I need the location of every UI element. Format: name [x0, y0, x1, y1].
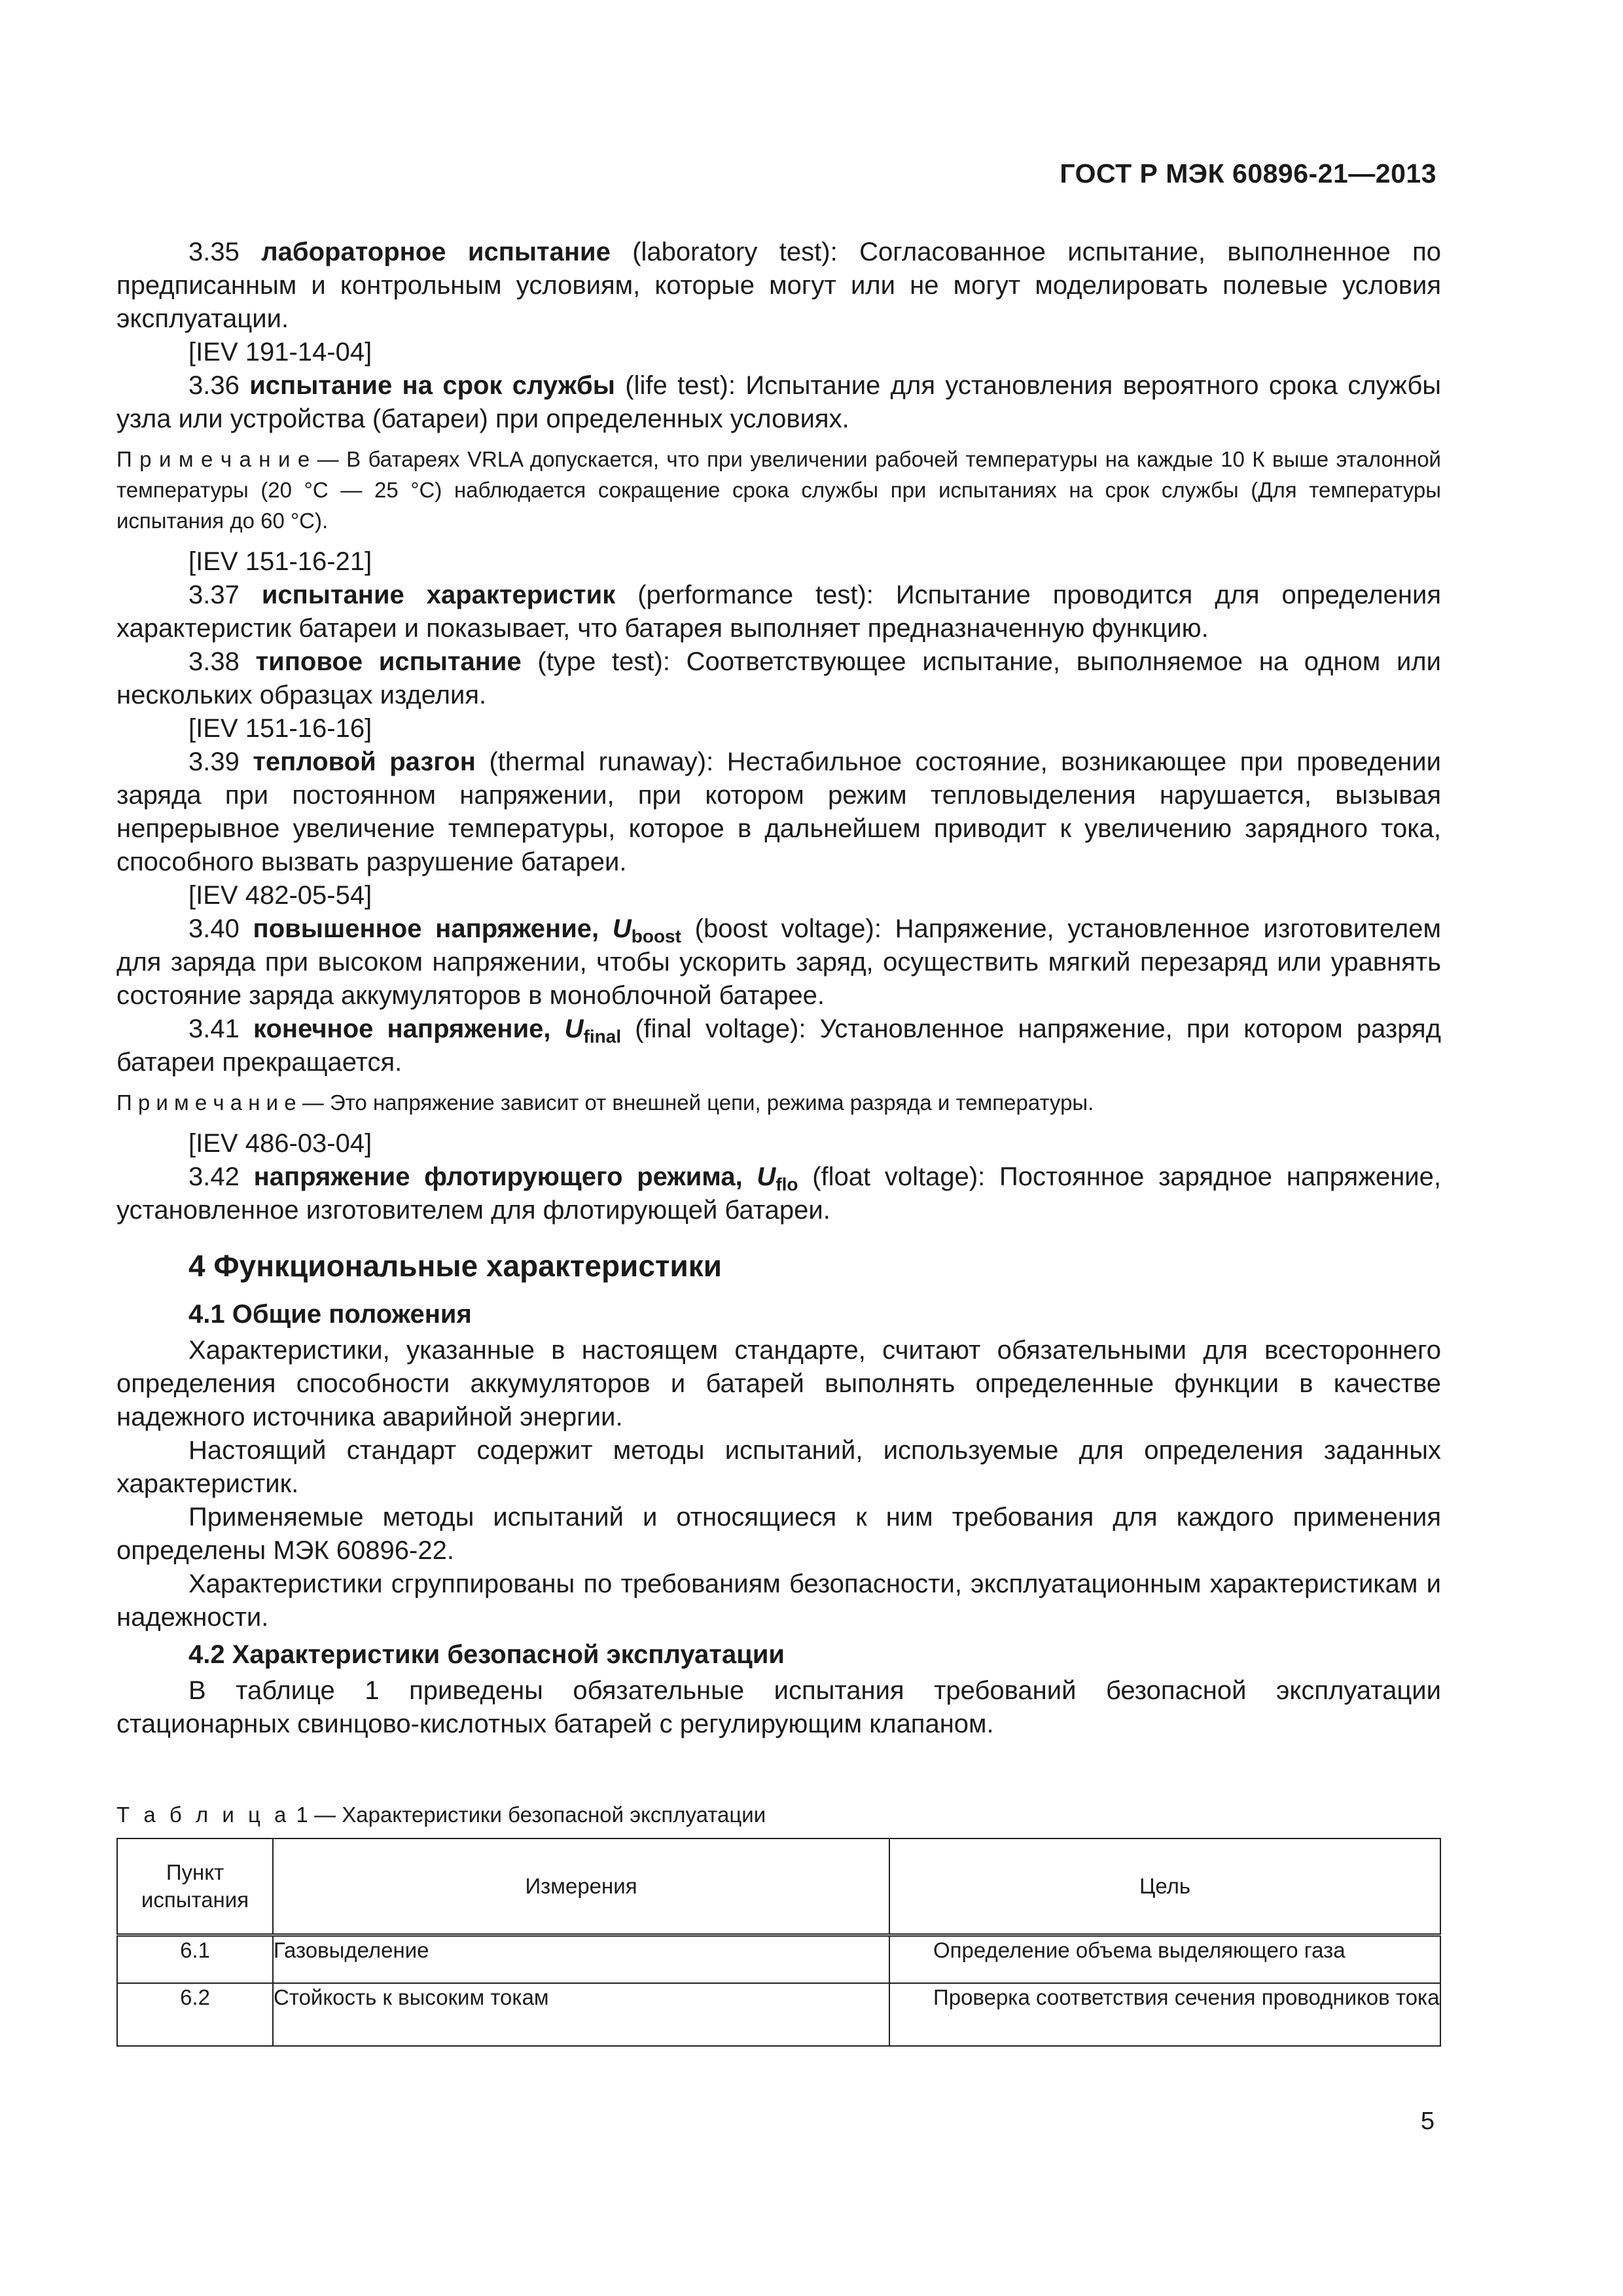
page-number: 5: [1420, 2108, 1435, 2135]
table-cell: Определение объема выделяющего газа: [889, 1935, 1440, 1984]
table-header-cell: Пункт испытания: [117, 1839, 273, 1935]
table-cell: 6.2: [117, 1983, 273, 2046]
ref-3-35: [IEV 191-14-04]: [188, 338, 372, 367]
safety-characteristics-table: [116, 1838, 1441, 2047]
term-3-41: 3.41 конечное напряжение, $U_{final}$ (final voltage): Установленное напряжение, при котором разряд батареи прекращается.: [116, 1014, 1441, 1077]
table-row: [117, 1983, 1440, 2046]
section-4-2-paragraph: В таблице 1 приведены обязательные испытания требований безопасной эксплуатации стационарных свинцово-кислотных батарей с регулирующим клапаном.: [116, 1676, 1441, 1738]
term-3-38: 3.38 типовое испытание (type test): Соответствующее испытание, выполняемое на одном или нескольких образцах изделия.: [116, 647, 1441, 709]
table-header-cell: Измерения: [273, 1839, 889, 1935]
section-4-1-paragraph: Характеристики сгруппированы по требованиям безопасности, эксплуатационным характеристикам и надежности.: [116, 1570, 1441, 1632]
ref-3-36: [IEV 151-16-21]: [188, 547, 372, 576]
section-4-1-paragraph: Применяемые методы испытаний и относящиеся к ним требования для каждого применения определены МЭК 60896-22.: [116, 1503, 1441, 1565]
section-4-1-paragraph: Характеристики, указанные в настоящем стандарте, считают обязательными для всестороннего определения способности аккумуляторов и батарей выполнять определенные функции в качестве надежного источника аварийной энергии.: [116, 1336, 1441, 1431]
section-4-1-paragraph: Настоящий стандарт содержит методы испытаний, используемые для определения заданных характеристик.: [116, 1436, 1441, 1498]
section-4-2-heading: 4.2 Характеристики безопасной эксплуатации: [188, 1640, 785, 1669]
document-body: [116, 236, 1441, 1741]
document-header: ГОСТ Р МЭК 60896-21—2013: [1060, 158, 1436, 188]
term-3-37: 3.37 испытание характеристик (performance test): Испытание проводится для определения характеристик батареи и показывает, что батарея выполняет предназначенную функцию.: [116, 581, 1441, 643]
table-cell: Стойкость к высоким токам: [273, 1983, 889, 2046]
table-cell: 6.1: [117, 1935, 273, 1984]
ref-3-41: [IEV 486-03-04]: [188, 1129, 372, 1158]
term-3-35: 3.35 лабораторное испытание (laboratory test): Согласованное испытание, выполненное по предписанным и контрольным условиям, которые могут или не могут моделировать полевые условия эксплуатации.: [116, 238, 1441, 333]
table-cell: Проверка соответствия сечения проводников тока: [889, 1983, 1440, 2046]
term-3-40: 3.40 повышенное напряжение, $U_{boost}$ (boost voltage): Напряжение, установленное изготовителем для заряда при высоком напряжении, чтобы ускорить заряд, осуществить мягкий перезаряд или уравнять состояние заряда аккумуляторов в моноблочной батарее.: [116, 914, 1441, 1010]
note-3-41: П р и м е ч а н и е — Это напряжение зависит от внешней цепи, режима разряда и температуры.: [116, 1090, 1094, 1115]
table-row: [117, 1935, 1440, 1984]
term-3-36: 3.36 испытание на срок службы (life test): Испытание для установления вероятного срока службы узла или устройства (батареи) при определенных условиях.: [116, 371, 1441, 433]
section-4-1-heading: 4.1 Общие положения: [188, 1300, 472, 1329]
section-4-heading: 4 Функциональные характеристики: [188, 1249, 722, 1283]
term-3-39: 3.39 тепловой разгон (thermal runaway): Нестабильное состояние, возникающее при проведении заряда при постоянном напряжении, при котором режим тепловыделения нарушается, вызывая непрерывное увеличение температуры, которое в дальнейшем приводит к увеличению зарядного тока, способного вызвать разрушение батареи.: [116, 747, 1441, 876]
term-3-42: 3.42 напряжение флотирующего режима, $U_{flo}$ (float voltage): Постоянное зарядное напряжение, установленное изготовителем для флотирующей батареи.: [116, 1162, 1441, 1225]
table-caption: Т а б л и ц а 1 — Характеристики безопасной эксплуатации: [116, 1803, 766, 1827]
note-3-36: П р и м е ч а н и е — В батареях VRLA допускается, что при увеличении рабочей температуры на каждые 10 К выше эталонной температуры (20 °С — 25 °С) наблюдается сокращение срока службы при испытаниях на срок службы (Для температуры испытания до 60 °С).: [116, 447, 1441, 533]
ref-3-39: [IEV 482-05-54]: [188, 881, 372, 910]
table-cell: Газовыделение: [273, 1935, 889, 1984]
ref-3-38: [IEV 151-16-16]: [188, 714, 372, 743]
table-header-cell: Цель: [889, 1839, 1440, 1935]
